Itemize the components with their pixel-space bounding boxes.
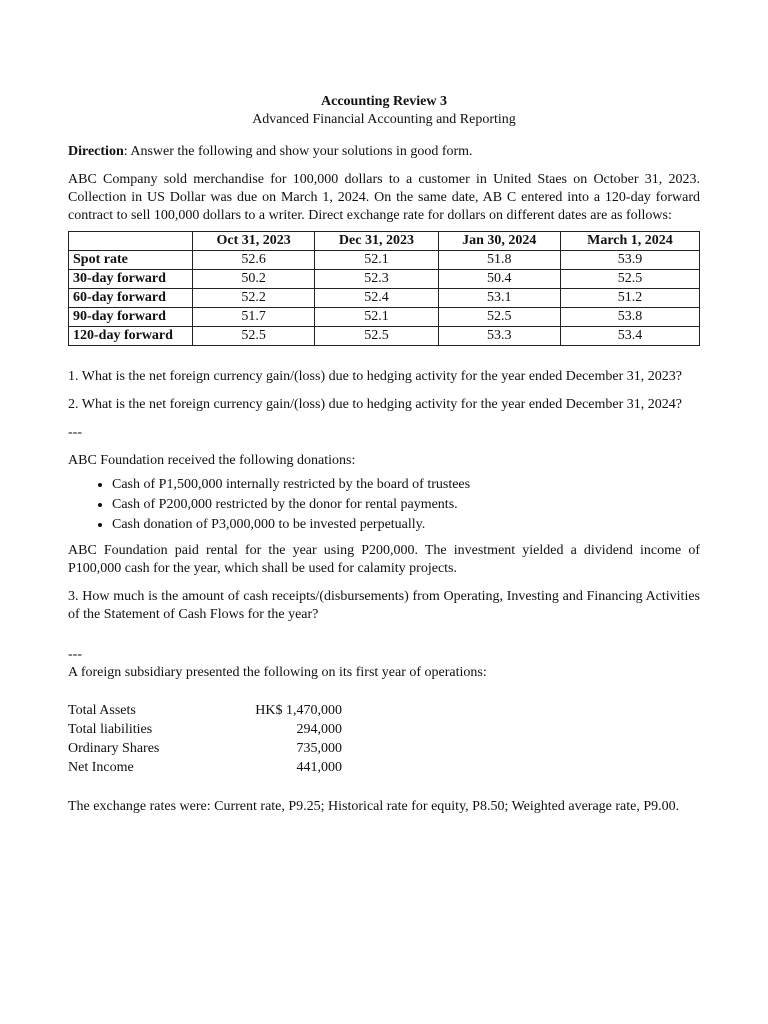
- exchange-rates-text: The exchange rates were: Current rate, P9.25; Historical rate for equity, P8.50; Weighted average rate, P9.00.: [68, 799, 680, 814]
- row-label: 120-day forward: [69, 327, 193, 346]
- table-cell: 50.2: [193, 270, 315, 289]
- financial-label: Ordinary Shares: [68, 741, 160, 756]
- table-cell: 52.5: [560, 270, 699, 289]
- financial-summary: [68, 702, 700, 778]
- row-label: Spot rate: [69, 251, 193, 270]
- table-row: [69, 327, 700, 346]
- financial-value: HK$ 1,470,000: [255, 703, 342, 718]
- table-cell: 53.1: [438, 289, 560, 308]
- table-cell: 53.3: [438, 327, 560, 346]
- exchange-rate-table: [68, 231, 700, 346]
- question-1: 1. What is the net foreign currency gain/(loss) due to hedging activity for the year ended December 31, 2023?: [68, 369, 682, 384]
- problem1-intro: ABC Company sold merchandise for 100,000 dollars to a customer in United Staes on October 31, 2023. Collection in US Dollar was due on March 1, 2024. On the same date, AB C entered into a 120-day forward contract to sell 100,000 dollars to a writer. Direct exchange rate for dollars on different dates are as follows:: [68, 172, 700, 223]
- table-cell: 51.8: [438, 251, 560, 270]
- document-subtitle: Advanced Financial Accounting and Reporting: [252, 112, 516, 127]
- question-3: 3. How much is the amount of cash receipts/(disbursements) from Operating, Investing and Financing Activities of the Statement of Cash Flows for the year?: [68, 589, 700, 622]
- financial-label: Total Assets: [68, 703, 136, 718]
- table-cell: 53.8: [560, 308, 699, 327]
- financial-label: Total liabilities: [68, 722, 153, 737]
- table-cell: 52.5: [193, 327, 315, 346]
- financial-row: [68, 759, 700, 778]
- direction-label: Direction: [68, 144, 124, 159]
- table-cell: 52.5: [438, 308, 560, 327]
- financial-row: [68, 702, 700, 721]
- list-item: • Cash of P200,000 restricted by the donor for rental payments.: [112, 496, 700, 514]
- row-label: 30-day forward: [69, 270, 193, 289]
- table-row: [69, 289, 700, 308]
- table-header-cell: March 1, 2024: [560, 232, 699, 251]
- table-row: [69, 308, 700, 327]
- table-header-row: [69, 232, 700, 251]
- document-page: [68, 93, 700, 816]
- table-cell: 52.2: [193, 289, 315, 308]
- financial-row: [68, 740, 700, 759]
- financial-row: [68, 721, 700, 740]
- section-separator: ---: [68, 647, 82, 662]
- table-header-cell: Oct 31, 2023: [193, 232, 315, 251]
- table-cell: 52.1: [315, 251, 438, 270]
- table-header-cell: Jan 30, 2024: [438, 232, 560, 251]
- table-cell: 52.3: [315, 270, 438, 289]
- section-separator: ---: [68, 425, 82, 440]
- financial-value: 294,000: [296, 722, 342, 737]
- list-item: • Cash donation of P3,000,000 to be invested perpetually.: [112, 516, 700, 534]
- table-header-blank: [69, 232, 193, 251]
- table-cell: 51.7: [193, 308, 315, 327]
- table-cell: 52.5: [315, 327, 438, 346]
- direction-text: : Answer the following and show your solutions in good form.: [123, 144, 473, 159]
- table-cell: 52.6: [193, 251, 315, 270]
- financial-label: Net Income: [68, 760, 134, 775]
- table-cell: 52.1: [315, 308, 438, 327]
- row-label: 90-day forward: [69, 308, 193, 327]
- table-cell: 51.2: [560, 289, 699, 308]
- problem2-body: ABC Foundation paid rental for the year using P200,000. The investment yielded a dividend income of P100,000 cash for the year, which shall be used for calamity projects.: [68, 543, 700, 576]
- list-item: • Cash of P1,500,000 internally restricted by the board of trustees: [112, 476, 700, 494]
- table-header-cell: Dec 31, 2023: [315, 232, 438, 251]
- table-row: [69, 270, 700, 289]
- financial-value: 735,000: [296, 741, 342, 756]
- table-cell: 53.9: [560, 251, 699, 270]
- problem2-intro: ABC Foundation received the following donations:: [68, 453, 356, 468]
- table-cell: 50.4: [438, 270, 560, 289]
- table-row: [69, 251, 700, 270]
- row-label: 60-day forward: [69, 289, 193, 308]
- donations-list: [68, 476, 700, 534]
- table-cell: 53.4: [560, 327, 699, 346]
- problem3-intro: A foreign subsidiary presented the following on its first year of operations:: [68, 665, 487, 680]
- question-2: 2. What is the net foreign currency gain/(loss) due to hedging activity for the year ended December 31, 2024?: [68, 397, 682, 412]
- direction-line: [68, 143, 700, 161]
- table-cell: 52.4: [315, 289, 438, 308]
- financial-value: 441,000: [296, 760, 342, 775]
- document-title: Accounting Review 3: [321, 94, 447, 109]
